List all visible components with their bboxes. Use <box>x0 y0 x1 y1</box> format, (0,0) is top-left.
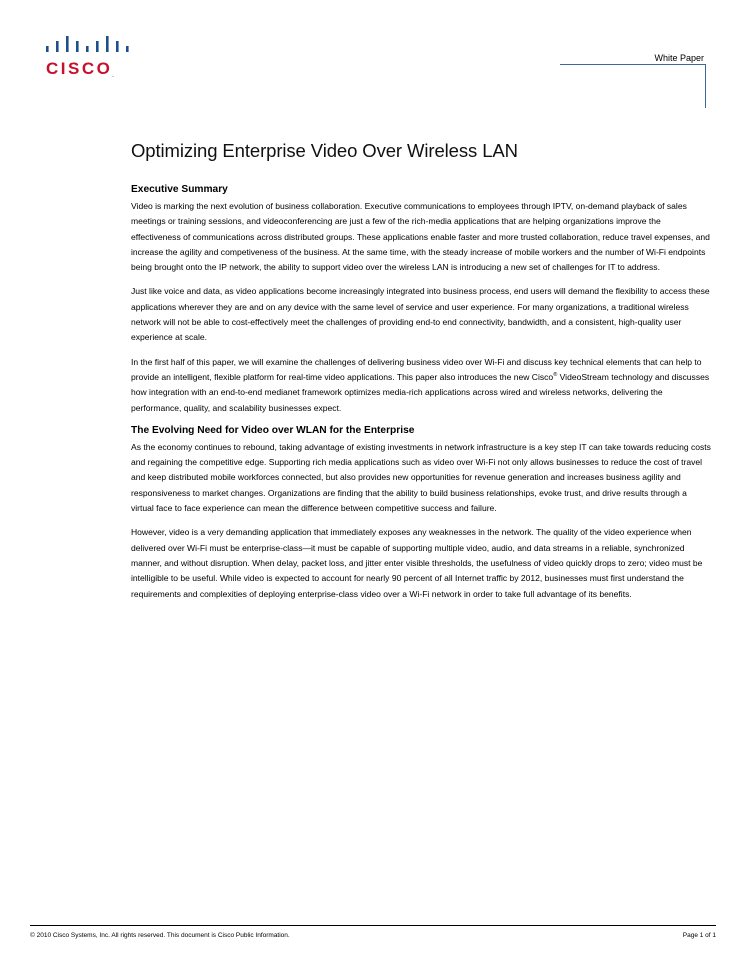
document-body <box>131 140 711 611</box>
section-executive-summary <box>131 184 711 416</box>
paragraph: In the first half of this paper, we will examine the challenges of delivering business video over Wi-Fi and discuss key technical elements that can help to provide an intelligent, flexible platform for real-time video applications. This paper also introduces the new Cisco® VideoStream technology and discusses how integration with an end-to-end medianet framework optimizes media-rich applications across wired and wireless networks, delivering the performance, quality, and scalability businesses expect. <box>131 356 710 413</box>
header-rule <box>560 64 706 108</box>
cisco-wordmark: CISCO. <box>46 59 114 79</box>
cisco-bridge-icon <box>46 36 138 56</box>
footer-page-number: Page 1 of 1 <box>682 932 716 939</box>
cisco-logo <box>46 36 146 82</box>
paragraph: As the economy continues to rebound, taking advantage of existing investments in network infrastructure is a key step IT can take towards reducing costs and regaining the competitive edge. Supporting rich media applications such as video over Wi-Fi not only allows businesses to reduce the cost of travel and keep distributed mobile workforces connected, but also provides new opportunities for revenue generation and increases business agility and responsiveness to market changes. Organizations are finding that the ability to build business relationships, evoke trust, and drive results through a virtual face to face experience can mean the difference between competitive success and failure. <box>131 441 711 514</box>
paragraph: Video is marking the next evolution of business collaboration. Executive communications to employees through IPTV, on-demand playback of sales meetings or training sessions, and videoconferencing are just a few of the rich-media applications that are helping organizations improve the effectiveness of communications across distributed groups. These applications enable faster and more trusted collaboration, reduce travel expenses, and increase the agility and competiveness of the business. At the same time, with the steady increase of mobile workers and the number of Wi-Fi endpoints being brought onto the IP network, the ability to support video over the wireless LAN is introducing a new set of challenges for IT to address. <box>131 201 710 273</box>
section-heading: The Evolving Need for Video over WLAN for the Enterprise <box>131 424 415 436</box>
document-type: White Paper <box>654 53 704 63</box>
section-evolving-need <box>131 425 711 602</box>
document-title: Optimizing Enterprise Video Over Wireless LAN <box>131 140 518 161</box>
paragraph: Just like voice and data, as video applications become increasingly integrated into business process, end users will demand the flexibility to access these applications wherever they are and on any device with the same level of service and user experience. For many organizations, a traditional wireless network will not be able to cost-effectively meet the challenges of providing end-to end connectivity, bandwidth, and a consistent, high-quality user experience at scale. <box>131 286 710 343</box>
footer-copyright: © 2010 Cisco Systems, Inc. All rights reserved. This document is Cisco Public Information. <box>30 932 290 939</box>
paragraph: However, video is a very demanding application that immediately exposes any weaknesses in the network. The quality of the video experience when delivered over Wi-Fi must be enterprise-class—it must be capable of supporting multiple video, audio, and data streams in a reliable, synchronized manner, and without disruption. When delay, packet loss, and jitter enter visible thresholds, the usefulness of video quickly drops to zero; video must be intelligible to be useful. While video is expected to account for nearly 90 percent of all Internet traffic by 2012, businesses must first understand the requirements and complexities of deploying enterprise-class video over a Wi-Fi network in order to take full advantage of its benefits. <box>131 527 703 599</box>
footer-rule <box>30 925 716 926</box>
section-heading: Executive Summary <box>131 184 228 195</box>
registered-mark: ® <box>553 372 558 379</box>
